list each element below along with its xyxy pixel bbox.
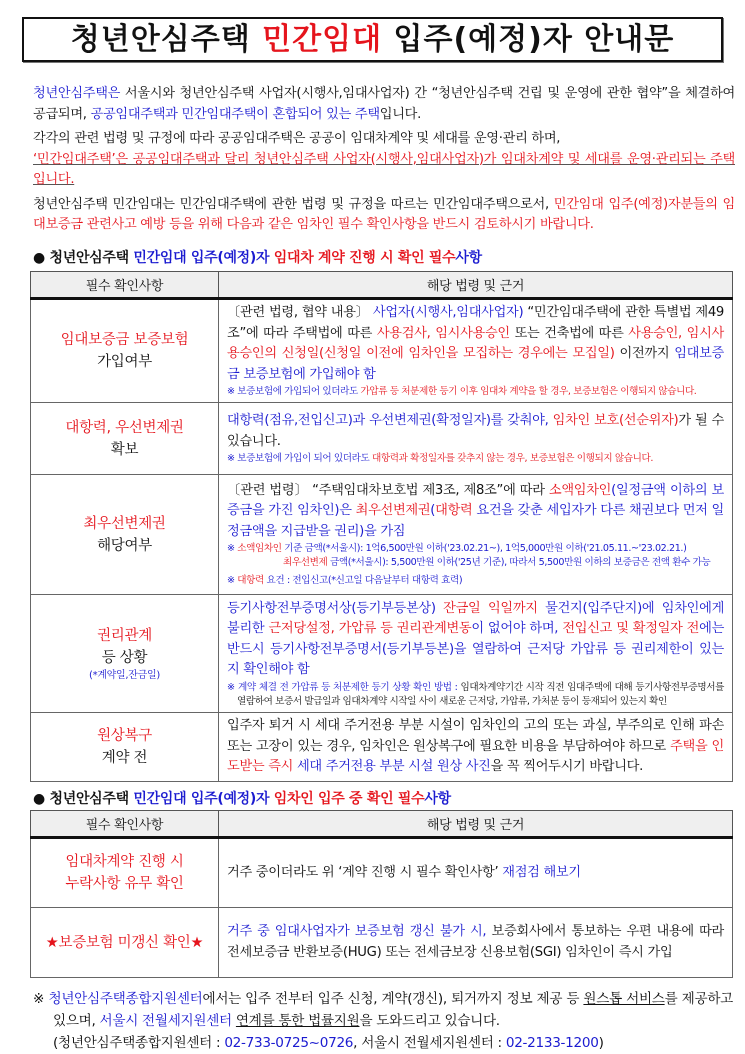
text-segment: 임대보증금 보증보험 bbox=[60, 332, 189, 348]
label-line bbox=[31, 873, 218, 895]
residence-checklist-table bbox=[30, 810, 733, 978]
text-segment: ※ bbox=[227, 575, 238, 587]
text-segment: 주택을 인도받는 즉시 bbox=[227, 738, 724, 775]
table-row bbox=[31, 838, 733, 908]
text-segment: 대항력 bbox=[237, 575, 264, 587]
table-row bbox=[31, 299, 733, 403]
basis-text bbox=[227, 922, 724, 963]
basis-note bbox=[227, 452, 724, 466]
text-segment: ● 청년안심주택 bbox=[33, 250, 134, 266]
text-segment: 임차인 입주 중 확인 필수 bbox=[269, 791, 425, 807]
intro-section bbox=[33, 84, 735, 240]
text-segment: 연계를 통한 법률지원 bbox=[235, 1013, 360, 1029]
text-segment: 사업자(시행사,임대사업자) bbox=[372, 305, 524, 320]
text-segment: 을 도와드리고 있습니다. bbox=[359, 1013, 500, 1029]
text-segment: 청년안심주택 민간임대는 민간임대주택에 관한 법령 및 규정을 따르는 민간임대주택으로서, bbox=[33, 196, 554, 212]
text-segment: 를 제공하고 있으며, bbox=[53, 991, 733, 1029]
text-segment: 근저당설정, 가압류 등 권리관계변동 bbox=[268, 621, 472, 636]
text-segment: 각각의 관련 법령 및 규정에 따라 공공임대주택은 공공이 임대차계약 및 세대를 운영·관리 하며, bbox=[33, 131, 561, 146]
text-segment: 〔관련 법령, 협약 내용〕 bbox=[227, 305, 373, 320]
text-segment: 기준 금액(*서울시): 1억6,500만원 이하('23.02.21~), 1억5,000만원 이하('21.05.11.~'23.02.21.) bbox=[281, 543, 687, 555]
text-segment: 02-2133-1200 bbox=[505, 1035, 599, 1051]
text-segment: 확보 bbox=[110, 441, 139, 458]
label-line bbox=[31, 625, 218, 647]
intro-paragraph bbox=[33, 84, 735, 125]
text-segment: ) bbox=[598, 1035, 604, 1051]
text-segment: 보증회사에서 통보하는 우편 내용에 따라 전세보증금 반환보증(HUG) 또는 전세금보장 신용보험(SGI) 임차인이 즉시 가입 bbox=[227, 924, 724, 960]
text-segment: 사항 bbox=[455, 250, 482, 266]
text-segment: 서울시 전월세지원센터 bbox=[99, 1013, 232, 1029]
text-segment: 물건지(입주단지)에 임차인에게 불리한 bbox=[227, 600, 725, 636]
check-item-label bbox=[31, 475, 219, 595]
text-segment: 또는 건축법에 따른 bbox=[509, 325, 629, 341]
text-segment: 최우선변제 bbox=[283, 557, 328, 569]
table-row bbox=[31, 595, 733, 713]
support-center-note bbox=[33, 988, 733, 1054]
footer-note bbox=[33, 988, 733, 1032]
text-segment: 원스톱 서비스 bbox=[583, 991, 665, 1007]
text-segment: 최우선변제권 bbox=[83, 515, 166, 532]
text-segment: 이 없어야 하며, bbox=[471, 621, 563, 636]
text-segment: ※ 계약 체결 전 가압류 등 처분제한 등기 상황 확인 방법 : bbox=[227, 681, 461, 693]
check-item-label bbox=[31, 595, 219, 713]
text-segment: ※ bbox=[227, 543, 238, 555]
footer-contact bbox=[53, 1032, 733, 1054]
legal-basis bbox=[219, 475, 733, 595]
legal-basis bbox=[219, 713, 733, 782]
check-item-label bbox=[31, 299, 219, 403]
contract-checklist-table bbox=[30, 271, 733, 782]
text-segment: ※ 보증보험에 가입이 되어 있더라도 bbox=[227, 453, 373, 464]
label-line bbox=[31, 417, 218, 439]
label-line bbox=[31, 329, 218, 351]
column-header: 필수 확인사항 bbox=[31, 811, 219, 838]
text-segment: 가압류 등 처분제한 등기 이후 임대차 계약을 할 경우, 보증보험은 이행되지 않습니다. bbox=[360, 386, 697, 397]
text-segment: 서울시와 청년안심주택 사업자(시행사,임대사업자) 간 “청년안심주택 건립 및 운영에 관한 협약”을 체결하여 공급되며, bbox=[33, 86, 735, 122]
text-segment: 누락사항 유무 확인 bbox=[65, 876, 184, 892]
text-segment: (*계약일,잔금일) bbox=[89, 669, 160, 681]
text-segment: 계약 전 bbox=[101, 750, 148, 766]
text-segment: 임대보증금 보증보험에 가입해야 함 bbox=[227, 346, 724, 382]
text-segment: 거주 중 임대사업자가 보증보험 갱신 불가 시, bbox=[227, 924, 487, 939]
text-segment: 임대차계약기간 시작 직전 임대주택에 대해 등기사항전부증명서를 열람하여 보증서 발급일과 임대차계약 시작일 사이 새로운 근저당, 가압류, 가처분 등이 등재되어 있는지 확인 bbox=[237, 681, 725, 707]
table-row bbox=[31, 403, 733, 475]
text-segment: 임대차 계약 진행 시 확인 필수 bbox=[269, 250, 456, 266]
intro-paragraph bbox=[33, 195, 735, 236]
text-segment: 요건 : 전입신고(*신고일 다음날부터 대항력 효력) bbox=[263, 575, 463, 587]
text-segment: 해당여부 bbox=[97, 537, 152, 554]
label-line bbox=[31, 932, 218, 954]
text-segment: ★보증보험 미갱신 확인★ bbox=[45, 934, 204, 951]
basis-text bbox=[227, 303, 724, 385]
intro-paragraph bbox=[33, 129, 735, 150]
text-segment: 권리관계 bbox=[97, 627, 152, 644]
text-segment: 을 꼭 찍어두시기 바랍니다. bbox=[490, 759, 643, 775]
text-segment: 등 상황 bbox=[101, 649, 148, 666]
text-segment: 청년안심주택은 bbox=[33, 86, 121, 101]
legal-basis bbox=[219, 838, 733, 908]
text-segment: 이전까지 bbox=[614, 346, 675, 361]
text-segment: 등기사항전부증명서상(등기부등본상) bbox=[227, 600, 444, 616]
label-line bbox=[31, 535, 218, 557]
text-segment: 입주자 퇴거 시 세대 주거전용 부분 시설이 임차인의 고의 또는 과실, 부주의로 인해 파손 또는 고장이 있는 경우, 임차인은 원상복구에 필요한 비용을 부담하여야 하므로 bbox=[227, 718, 724, 754]
column-header: 해당 법령 및 근거 bbox=[219, 811, 733, 838]
text-segment: 가 될 수 있습니다. bbox=[227, 413, 724, 449]
intro-paragraph-underlined bbox=[33, 150, 735, 191]
text-segment: 입니다. bbox=[379, 106, 421, 122]
basis-text bbox=[227, 481, 724, 543]
text-segment: 소액임차인 bbox=[237, 543, 282, 555]
text-segment: 전입신고 및 확정일자 전 bbox=[562, 621, 700, 636]
text-segment: 민간임대 입주(예정)자 bbox=[133, 791, 270, 807]
text-segment: (청년안심주택종합지원센터 : bbox=[53, 1035, 225, 1051]
label-line bbox=[31, 351, 218, 373]
text-segment: 민간임대 bbox=[262, 22, 383, 57]
text-segment: 세대 주거전용 부분 시설 원상 사진 bbox=[293, 759, 491, 775]
text-segment: ● 청년안심주택 bbox=[33, 791, 134, 807]
text-segment: 에는 반드시 등기사항전부증명서(등기부등본)을 열람하여 근저당 가압류 등 권리제한이 있는지 확인해야 함 bbox=[227, 621, 725, 677]
check-item-label bbox=[31, 908, 219, 978]
check-item-label bbox=[31, 403, 219, 475]
text-segment: ( bbox=[430, 503, 436, 519]
basis-text bbox=[227, 863, 724, 884]
text-segment: 청년안심주택종합지원센터 bbox=[48, 991, 203, 1007]
basis-text bbox=[227, 599, 724, 681]
section-heading-residence bbox=[33, 788, 451, 808]
basis-note bbox=[227, 385, 724, 399]
text-segment: 입주(예정)자 안내문 bbox=[382, 22, 675, 57]
text-segment: 민간임대 입주(예정)자 bbox=[133, 250, 270, 266]
check-item-label bbox=[31, 838, 219, 908]
label-line bbox=[31, 725, 218, 747]
text-segment: 임대차계약 진행 시 bbox=[65, 854, 184, 870]
text-segment: 사항 bbox=[424, 791, 451, 807]
text-segment: ‘민간임대주택’은 공공임대주택과 달리 청년안심주택 사업자(시행사,임대사업자)가 임대차계약 및 세대를 운영·관리되는 주택입니다. bbox=[33, 151, 735, 187]
basis-note bbox=[227, 556, 724, 570]
label-line bbox=[31, 851, 218, 873]
text-segment: 사용승인, 임시사용승인의 신청일(신청일 이전에 임차인을 모집하는 경우에는 모집일) bbox=[227, 325, 724, 361]
text-segment: 금액(*서울시): 5,500만원 이하('25년 기준), 따라서 5,500만원 이하의 보증금은 전액 환수 가능 bbox=[327, 557, 711, 569]
text-segment: 대항력과 확정일자를 갖추지 않는 경우, 보증보험은 이행되지 않습니다. bbox=[372, 453, 654, 464]
legal-basis bbox=[219, 595, 733, 713]
text-segment: ※ 보증보험에 가입되어 있더라도 bbox=[227, 386, 361, 397]
basis-note bbox=[227, 574, 724, 588]
text-segment: 소액임차인 bbox=[548, 482, 612, 498]
text-segment: 가입여부 bbox=[97, 354, 152, 370]
text-segment: ※ bbox=[33, 991, 49, 1007]
basis-text bbox=[227, 411, 724, 452]
label-line bbox=[31, 647, 218, 669]
legal-basis bbox=[219, 403, 733, 475]
label-line bbox=[31, 439, 218, 461]
text-segment: 대항력, 우선변제권 bbox=[65, 419, 184, 436]
text-segment: 임차인 보호(선순위자) bbox=[552, 413, 679, 428]
text-segment: 청년안심주택 bbox=[70, 22, 263, 57]
label-line bbox=[31, 669, 218, 683]
check-item-label bbox=[31, 713, 219, 782]
text-segment: , 서울시 전월세지원센터 : bbox=[353, 1035, 506, 1051]
legal-basis bbox=[219, 299, 733, 403]
text-segment: 에서는 입주 전부터 입주 신청, 계약(갱신), 퇴거까지 정보 제공 등 bbox=[202, 991, 584, 1007]
label-line bbox=[31, 747, 218, 769]
basis-note bbox=[227, 681, 724, 709]
column-header: 필수 확인사항 bbox=[31, 272, 219, 299]
legal-basis bbox=[219, 908, 733, 978]
text-segment: 02-733-0725~0726 bbox=[224, 1035, 354, 1051]
page-title bbox=[22, 17, 723, 62]
text-segment: 〔관련 법령〕 “주택임대차보호법 제3조, 제8조”에 따라 bbox=[227, 482, 549, 498]
text-segment: 거주 중이더라도 위 ‘계약 진행 시 필수 확인사항’ bbox=[227, 864, 503, 880]
text-segment: 잔금일 익일까지 bbox=[443, 600, 538, 616]
text-segment: (일정금액 이하의 보증금을 가진 임차인)은 bbox=[227, 482, 724, 519]
text-segment: 대항력 bbox=[435, 503, 473, 519]
section-heading-contract bbox=[33, 247, 482, 267]
basis-text bbox=[227, 716, 724, 778]
column-header: 해당 법령 및 근거 bbox=[219, 272, 733, 299]
table-row bbox=[31, 475, 733, 595]
text-segment: 요건을 갖춘 세입자가 다른 채권보다 먼저 일정금액을 지급받을 권리)을 가짐 bbox=[227, 503, 724, 539]
text-segment: 최우선변제권 bbox=[355, 503, 431, 519]
text-segment: 민간임대 입주(예정)자분들의 임대보증금 관련사고 예방 등을 위해 다음과 같은 임차인 필수 확인사항을 반드시 검토하시기 바랍니다. bbox=[33, 196, 735, 232]
table-row bbox=[31, 713, 733, 782]
text-segment: 사용검사, 임시사용승인 bbox=[376, 325, 510, 341]
table-row bbox=[31, 908, 733, 978]
text-segment: 원상복구 bbox=[97, 728, 152, 744]
text-segment: 재점검 해보기 bbox=[502, 864, 581, 880]
text-segment: “민간임대주택에 관한 특별법 제49조”에 따라 주택법에 따른 bbox=[227, 305, 724, 341]
text-segment: 대항력(점유,전입신고)과 우선변제권(확정일자)를 갖춰야, bbox=[227, 413, 553, 428]
label-line bbox=[31, 513, 218, 535]
basis-note bbox=[227, 542, 724, 556]
text-segment: 공공임대주택과 민간임대주택이 혼합되어 있는 주택 bbox=[90, 106, 380, 122]
